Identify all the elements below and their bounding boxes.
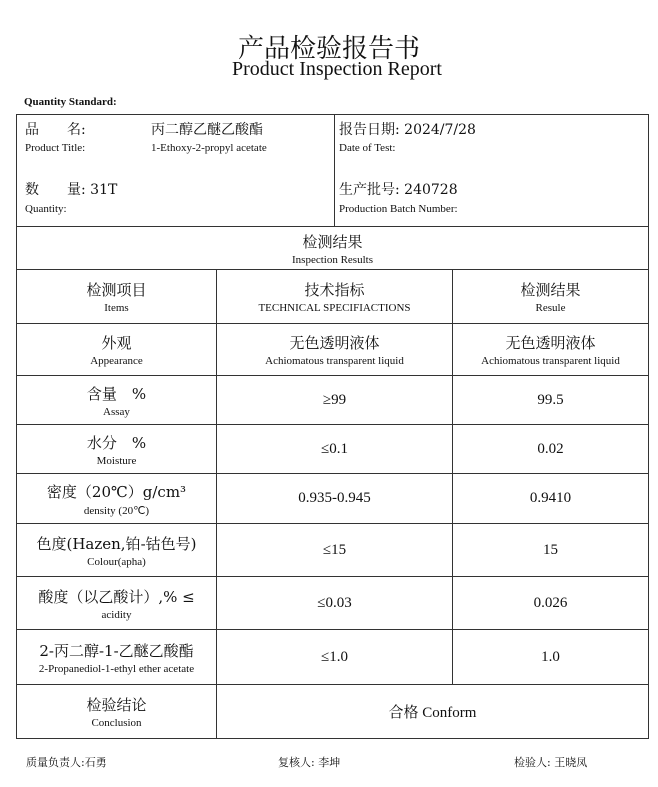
table-row: 密度（20℃）g/cm³ density (20℃) 0.935-0.945 0.9410 [17, 474, 649, 524]
product-value-en: 1-Ethoxy-2-propyl acetate [151, 142, 267, 154]
table-row: 2-丙二醇-1-乙醚乙酸酯 2-Propanediol-1-ethyl ether acetate ≤1.0 1.0 [17, 630, 649, 685]
quantity-label-en: Quantity: [25, 203, 67, 215]
product-label-en: Product Title: [25, 142, 86, 154]
table-row: 含量 % Assay ≥99 99.5 [17, 376, 649, 425]
title-en: Product Inspection Report [232, 58, 442, 80]
inspector: 检验人: 王晓凤 [514, 756, 588, 769]
batch-label-en: Production Batch Number: [339, 203, 458, 215]
quantity-standard: Quantity Standard: [24, 96, 117, 108]
section-header: 检测结果 Inspection Results [17, 227, 649, 270]
date-label-en: Date of Test: [339, 142, 396, 154]
conclusion-value: 合格 Conform [217, 685, 649, 739]
header-items: 检测项目 Items [17, 270, 217, 324]
reviewer: 复核人: 李坤 [278, 756, 341, 769]
table-row: 色度(Hazen,铂-钴色号) Colour(apha) ≤15 15 [17, 524, 649, 577]
table-row: 水分 % Moisture ≤0.1 0.02 [17, 425, 649, 474]
header-spec: 技术指标 TECHNICAL SPECIFIACTIONS [217, 270, 453, 324]
title-zh: 产品检验报告书 [237, 34, 420, 64]
quantity-label: 数 量: 31T [25, 182, 118, 198]
batch-number: 生产批号: 240728 [339, 182, 458, 198]
inspection-table [16, 114, 649, 739]
table-row: 外观 Appearance 无色透明液体 Achiomatous transparent liquid 无色透明液体 Achiomatous transparent liquid [17, 324, 649, 376]
product-info [17, 115, 335, 227]
header-result: 检测结果 Resule [453, 270, 649, 324]
conclusion-row: 检验结论 Conclusion 合格 Conform [17, 685, 649, 739]
test-info [335, 115, 649, 227]
product-label: 品 名: [25, 122, 86, 138]
report-date: 报告日期: 2024/7/28 [339, 122, 476, 138]
quality-manager: 质量负责人:石勇 [26, 756, 107, 769]
product-value: 丙二醇乙醚乙酸酯 [151, 122, 263, 138]
table-row: 酸度（以乙酸计）,% ≤ acidity ≤0.03 0.026 [17, 577, 649, 630]
